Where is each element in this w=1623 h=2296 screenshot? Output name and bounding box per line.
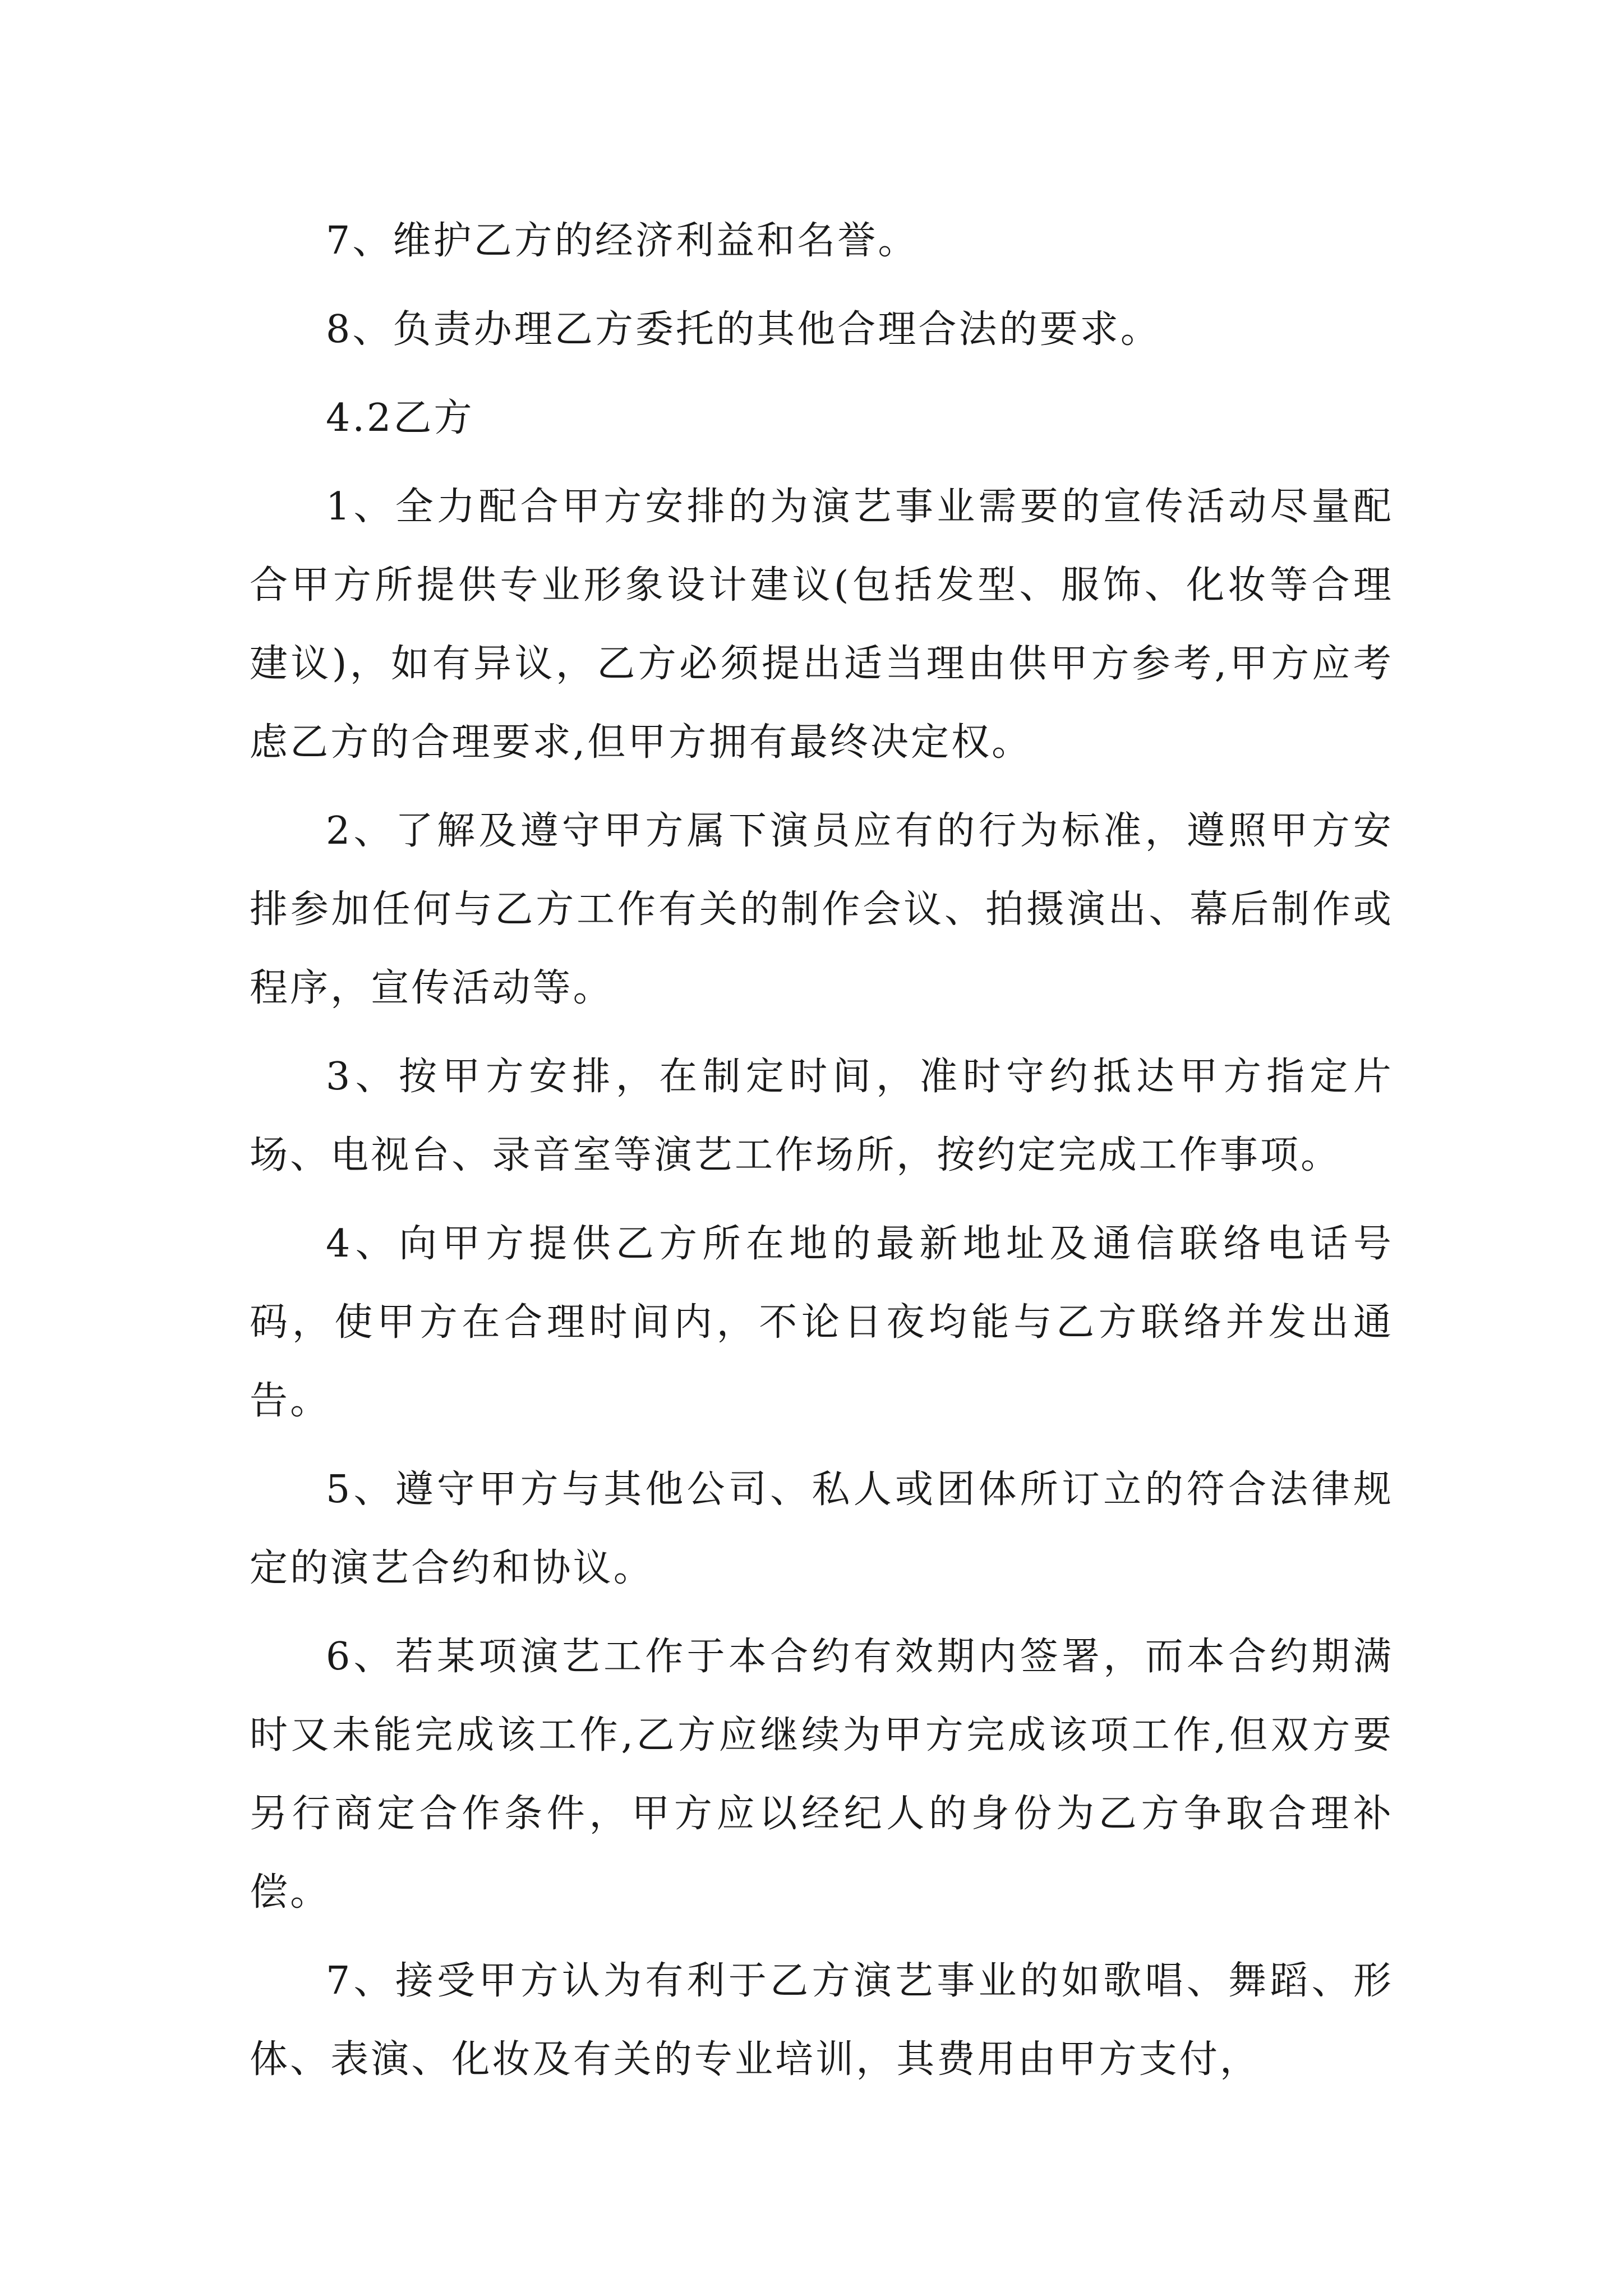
clause-paragraph: 1、全力配合甲方安排的为演艺事业需要的宣传活动尽量配合甲方所提供专业形象设计建议(包括发型、服饰、化妆等合理建议)，如有异议，乙方必须提出适当理由供甲方参考,甲方应考虑乙方的合理要求,但甲方拥有最终决定权。 bbox=[250, 485, 1394, 765]
clause-paragraph: 4、向甲方提供乙方所在地的最新地址及通信联络电话号码，使甲方在合理时间内，不论日夜均能与乙方联络并发出通告。 bbox=[250, 1222, 1394, 1423]
document-body bbox=[250, 202, 1394, 2109]
clause-paragraph: 3、按甲方安排，在制定时间，准时守约抵达甲方指定片场、电视台、录音室等演艺工作场所，按约定完成工作事项。 bbox=[250, 1055, 1394, 1177]
clause-paragraph: 7、维护乙方的经济利益和名誉。 bbox=[326, 219, 919, 263]
clause-paragraph: 7、接受甲方认为有利于乙方演艺事业的如歌唱、舞蹈、形体、表演、化妆及有关的专业培训，其费用由甲方支付， bbox=[250, 1959, 1394, 2082]
clause-paragraph: 2、了解及遵守甲方属下演员应有的行为标准，遵照甲方安排参加任何与乙方工作有关的制作会议、拍摄演出、幕后制作或程序，宣传活动等。 bbox=[250, 809, 1394, 1010]
clause-paragraph: 6、若某项演艺工作于本合约有效期内签署，而本合约期满时又未能完成该工作,乙方应继续为甲方完成该项工作,但双方要另行商定合作条件，甲方应以经纪人的身份为乙方争取合理补偿。 bbox=[250, 1635, 1394, 1915]
clause-paragraph: 5、遵守甲方与其他公司、私人或团体所订立的符合法律规定的演艺合约和协议。 bbox=[250, 1467, 1394, 1590]
section-heading: 4.2乙方 bbox=[326, 396, 474, 440]
clause-paragraph: 8、负责办理乙方委托的其他合理合法的要求。 bbox=[326, 307, 1161, 352]
